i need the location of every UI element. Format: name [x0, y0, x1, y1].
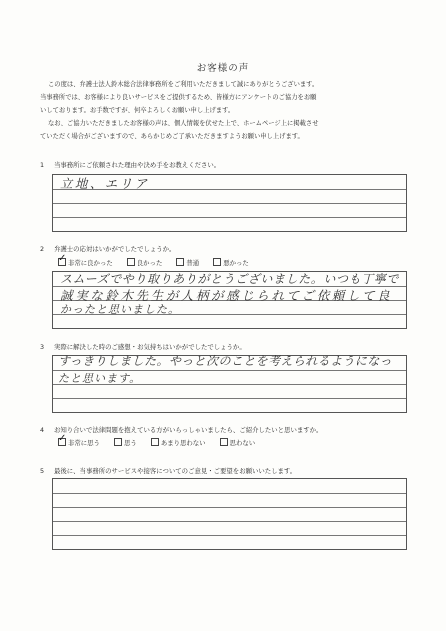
question-number: 1	[40, 161, 45, 169]
ruled-line	[53, 507, 406, 508]
intro-line-3: いしております。お手数ですが、何卒よろしくお願い申し上げます。	[40, 107, 235, 114]
question-text: 実際に解決した時のご感想・お気持ちはいかがでしたでしょうか。	[54, 343, 246, 351]
checkbox-checked-icon[interactable]	[58, 258, 66, 266]
ruled-line	[53, 535, 406, 536]
intro-line-4: なお、ご協力いただきましたお客様の声は、個人情報を伏せた上で、ホームページ上に掲載させ	[48, 120, 319, 127]
question-number: 4	[40, 426, 45, 434]
option-do-not-think[interactable]: 思わない	[220, 438, 256, 447]
option-good[interactable]: 良かった	[127, 258, 163, 267]
answer-box-5[interactable]	[52, 478, 407, 550]
option-strongly-think[interactable]: ✓非常に思う	[58, 438, 100, 447]
checkbox-icon[interactable]	[213, 258, 221, 266]
option-normal[interactable]: 普通	[176, 258, 199, 267]
question-text: 弁護士の応対はいかがでしたでしょうか。	[54, 245, 176, 253]
checkbox-checked-icon[interactable]	[58, 438, 66, 446]
option-think[interactable]: 思う	[114, 438, 137, 447]
option-very-good[interactable]: ✓非常に良かった	[58, 258, 113, 267]
handwritten-answer-2-line-2: 誠実な鈴木先生が人柄が感じられてご依頼して良	[60, 288, 393, 303]
question-number: 3	[40, 343, 45, 351]
rating-options-2	[58, 258, 261, 267]
checkbox-icon[interactable]	[220, 438, 228, 446]
checkbox-icon[interactable]	[151, 438, 159, 446]
ruled-line	[53, 521, 406, 522]
handwritten-answer-3-line-2: たと思います。	[58, 372, 142, 385]
question-number: 2	[40, 245, 45, 253]
option-not-really[interactable]: あまり思わない	[151, 438, 206, 447]
question-1	[40, 160, 420, 169]
intro-line-2: 当事務所では、お客様により良いサービスをご提供するため、皆様方にアンケートのご協力をお願	[40, 94, 317, 101]
handwritten-answer-2-line-3: かったと思いました。	[60, 303, 180, 316]
ruled-line	[53, 203, 406, 204]
intro-line-5: ていただく場合がございますので、あらかじめご了承いただきますようお願い申し上げます。	[40, 133, 304, 140]
rating-options-4	[58, 438, 267, 447]
question-2	[40, 244, 420, 253]
ruled-line	[53, 493, 406, 494]
question-text: お知り合いで法律問題を抱えている方がいらっしゃいましたら、ご紹介したいと思いますか。	[54, 426, 323, 434]
handwritten-answer-2-line-1: スムーズでやり取りありがとうございました。いつも丁寧で	[60, 272, 400, 286]
handwritten-answer-1: 立地、エリア	[60, 176, 150, 191]
ruled-line	[53, 398, 406, 399]
question-text: 当事務所にご依頼された理由や決め手をお教えください。	[54, 161, 221, 169]
checkbox-icon[interactable]	[176, 258, 184, 266]
question-4	[40, 425, 420, 434]
intro-line-1: この度は、弁護士法人鈴木総合法律事務所をご利用いただきまして誠にありがとうございます。	[48, 81, 319, 88]
handwritten-answer-3-line-1: すっきりしました。やっと次のことを考えられるようになっ	[58, 354, 393, 368]
checkbox-icon[interactable]	[127, 258, 135, 266]
option-bad[interactable]: 悪かった	[213, 258, 249, 267]
question-number: 5	[40, 467, 45, 475]
ruled-line	[53, 217, 406, 218]
question-3	[40, 342, 420, 351]
page-title: お客様の声	[196, 63, 250, 74]
question-5	[40, 466, 420, 475]
question-text: 最後に、当事務所のサービスや接客についてのご意見・ご要望をお願いいたします。	[54, 467, 297, 475]
checkbox-icon[interactable]	[114, 438, 122, 446]
